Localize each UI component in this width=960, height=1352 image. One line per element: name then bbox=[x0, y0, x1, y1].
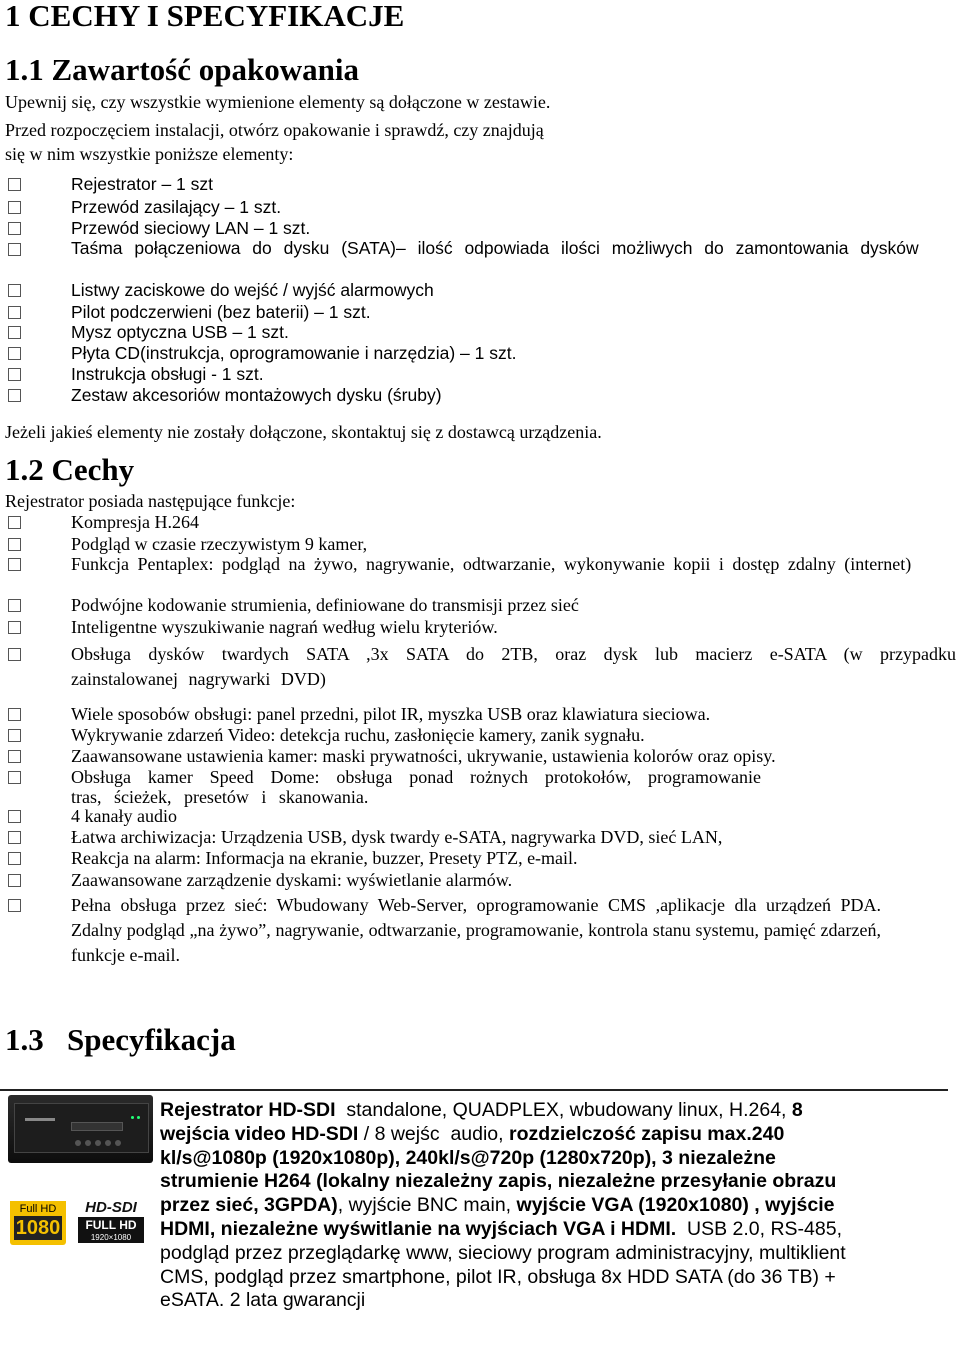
features-intro: Rejestrator posiada następujące funkcje: bbox=[5, 491, 296, 511]
list-item: Instrukcja obsługi - 1 szt. bbox=[5, 364, 957, 385]
list-item: Rejestrator – 1 szt bbox=[5, 174, 957, 195]
specification-block bbox=[0, 1085, 960, 1352]
list-item: Listwy zaciskowe do wejść / wyjść alarmowych bbox=[5, 280, 957, 301]
list-item: Płyta CD(instrukcja, oprogramowanie i narzędzia) – 1 szt. bbox=[5, 343, 957, 364]
intro-line: Upewnij się, czy wszystkie wymienione elementy są dołączone w zestawie. bbox=[5, 92, 551, 112]
checkbox-bullet-icon bbox=[8, 729, 21, 742]
list-item: Pilot podczerwieni (bez baterii) – 1 szt. bbox=[5, 302, 957, 323]
divider bbox=[0, 1089, 948, 1091]
device-button bbox=[115, 1140, 121, 1146]
list-item: Obsługa dysków twardych SATA ,3x SATA do 2TB, oraz dysk lub macierz e-SATA (w przypadku zainstalowanej nagrywarki DVD) bbox=[5, 642, 957, 692]
spec-line: kl/s@1080p (1920x1080p), 240kl/s@720p (1280x720p), 3 niezależne bbox=[160, 1146, 776, 1169]
device-dvd-bay bbox=[71, 1122, 123, 1131]
checkbox-bullet-icon bbox=[8, 284, 21, 297]
list-item: Funkcja Pentaplex: podgląd na żywo, nagrywanie, odtwarzanie, wykonywanie kopii i dostęp zdalny (internet) bbox=[5, 554, 957, 575]
checkbox-bullet-icon bbox=[8, 243, 21, 256]
list-item: Podwójne kodowanie strumienia, definiowane do transmisji przez sieć bbox=[5, 595, 957, 616]
checkbox-bullet-icon bbox=[8, 201, 21, 214]
checkbox-bullet-icon bbox=[8, 538, 21, 551]
checkbox-bullet-icon bbox=[8, 874, 21, 887]
checkbox-bullet-icon bbox=[8, 222, 21, 235]
device-button bbox=[75, 1140, 81, 1146]
checkbox-bullet-icon bbox=[8, 516, 21, 529]
checkbox-bullet-icon bbox=[8, 771, 21, 784]
checkbox-bullet-icon bbox=[8, 750, 21, 763]
device-led bbox=[131, 1116, 134, 1119]
checkbox-bullet-icon bbox=[8, 831, 21, 844]
list-item: Wykrywanie zdarzeń Video: detekcja ruchu, zasłonięcie kamery, zanik sygnału. bbox=[5, 725, 957, 746]
specification-text bbox=[160, 1099, 920, 1313]
checkbox-bullet-icon bbox=[8, 347, 21, 360]
checkbox-bullet-icon bbox=[8, 899, 21, 912]
list-item: 4 kanały audio bbox=[5, 806, 957, 827]
checkbox-bullet-icon bbox=[8, 306, 21, 319]
checkbox-bullet-icon bbox=[8, 599, 21, 612]
spec-line: podgląd przez przeglądarkę www, sieciowy program administracyjny, multiklient bbox=[160, 1241, 846, 1264]
list-item: Podgląd w czasie rzeczywistym 9 kamer, bbox=[5, 534, 957, 555]
list-item: Kompresja H.264 bbox=[5, 512, 957, 533]
device-button bbox=[95, 1140, 101, 1146]
intro-line: Przed rozpoczęciem instalacji, otwórz opakowanie i sprawdź, czy znajdują bbox=[5, 120, 544, 140]
list-item: Przewód zasilający – 1 szt. bbox=[5, 197, 957, 218]
checkbox-bullet-icon bbox=[8, 648, 21, 661]
list-item: Przewód sieciowy LAN – 1 szt. bbox=[5, 218, 957, 239]
list-item: Zaawansowane ustawienia kamer: maski prywatności, ukrywanie, ustawienia kolorów oraz opisy. bbox=[5, 746, 957, 767]
spec-line: HDMI, niezależne wyświtlanie na wyjściach VGA i HDMI. USB 2.0, RS-485, bbox=[160, 1217, 842, 1240]
chapter-title: 1 CECHY I SPECYFIKACJE bbox=[5, 0, 405, 33]
list-item: Taśma połączeniowa do dysku (SATA)– ilość odpowiada ilości możliwych do zamontowania dysków bbox=[5, 239, 957, 258]
hd-sdi-badge: HD-SDI FULL HD 1920×1080 bbox=[78, 1199, 144, 1249]
checkbox-bullet-icon bbox=[8, 708, 21, 721]
list-item: Pełna obsługa przez sieć: Wbudowany Web-Server, oprogramowanie CMS ,aplikacje dla urządzeń PDA. Zdalny podgląd „na żywo”, nagrywanie, odtwarzanie, programowanie, kontrola stanu systemu, pamięć zdarzeń, funkcje e-mail. bbox=[5, 893, 957, 968]
checkbox-bullet-icon bbox=[8, 368, 21, 381]
section-title-specification: 1.3 Specyfikacja bbox=[5, 1022, 236, 1057]
checkbox-bullet-icon bbox=[8, 178, 21, 191]
checkbox-bullet-icon bbox=[8, 558, 21, 571]
list-item: Wiele sposobów obsługi: panel przedni, pilot IR, myszka USB oraz klawiatura sieciowa. bbox=[5, 704, 957, 725]
intro-line: się w nim wszystkie poniższe elementy: bbox=[5, 144, 294, 164]
list-item: Zaawansowane zarządzenie dyskami: wyświetlanie alarmów. bbox=[5, 870, 957, 891]
section-title-features: 1.2 Cechy bbox=[5, 452, 135, 487]
missing-items-note: Jeżeli jakieś elementy nie zostały dołączone, skontaktuj się z dostawcą urządzenia. bbox=[5, 422, 602, 442]
device-button bbox=[105, 1140, 111, 1146]
list-item: Mysz optyczna USB – 1 szt. bbox=[5, 322, 957, 343]
list-item: Reakcja na alarm: Informacja na ekranie, buzzer, Presety PTZ, e-mail. bbox=[5, 848, 957, 869]
device-brand-strip bbox=[25, 1118, 55, 1121]
list-item: Zestaw akcesoriów montażowych dysku (śruby) bbox=[5, 385, 957, 406]
dvr-device-image bbox=[8, 1095, 153, 1163]
checkbox-bullet-icon bbox=[8, 389, 21, 402]
device-front-panel bbox=[14, 1103, 149, 1153]
checkbox-bullet-icon bbox=[8, 810, 21, 823]
checkbox-bullet-icon bbox=[8, 621, 21, 634]
checkbox-bullet-icon bbox=[8, 852, 21, 865]
list-item: Inteligentne wyszukiwanie nagrań według wielu kryteriów. bbox=[5, 617, 957, 638]
spec-line: wejścia video HD-SDI / 8 wejśc audio, rozdzielczość zapisu max.240 bbox=[160, 1122, 785, 1145]
spec-line: eSATA. 2 lata gwarancji bbox=[160, 1289, 366, 1312]
spec-line: Rejestrator HD-SDI standalone, QUADPLEX, wbudowany linux, H.264, 8 bbox=[160, 1099, 803, 1121]
spec-line: przez sieć, 3GPDA), wyjście BNC main, wyjście VGA (1920x1080) , wyjście bbox=[160, 1194, 835, 1217]
spec-line: CMS, podgląd przez smartphone, pilot IR, obsługa 8x HDD SATA (do 36 TB) + bbox=[160, 1265, 836, 1288]
section-title-contents: 1.1 Zawartość opakowania bbox=[5, 52, 359, 87]
device-button bbox=[85, 1140, 91, 1146]
list-item: Łatwa archiwizacja: Urządzenia USB, dysk twardy e-SATA, nagrywarka DVD, sieć LAN, bbox=[5, 827, 957, 848]
full-hd-1080-badge: Full HD 1080 bbox=[10, 1201, 66, 1245]
list-item: Obsługa kamer Speed Dome: obsługa ponad rożnych protokołów, programowanie tras, ścieżek, presetów i skanowania. bbox=[5, 767, 957, 807]
device-led bbox=[137, 1116, 140, 1119]
spec-line: strumienie H264 (lokalny niezależny zapis, niezależne przesyłanie obrazu bbox=[160, 1170, 837, 1193]
checkbox-bullet-icon bbox=[8, 326, 21, 339]
